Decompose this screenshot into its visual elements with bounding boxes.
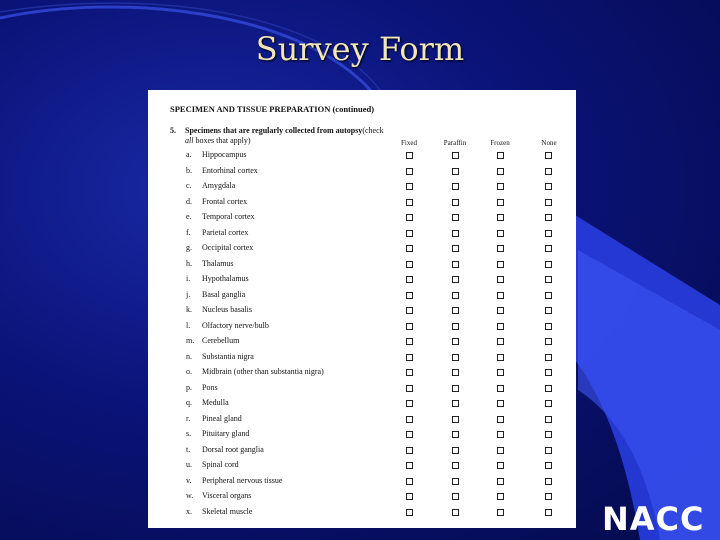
specimen-label: Medulla [202,398,229,407]
checkbox-none[interactable] [545,478,552,485]
specimen-row [148,429,576,444]
row-letter: c. [186,181,192,190]
checkbox-fixed[interactable] [406,214,413,221]
specimen-row [148,445,576,460]
checkbox-paraffin[interactable] [452,369,459,376]
checkbox-frozen[interactable] [497,385,504,392]
checkbox-fixed[interactable] [406,307,413,314]
checkbox-paraffin[interactable] [452,261,459,268]
checkbox-paraffin[interactable] [452,152,459,159]
checkbox-fixed[interactable] [406,261,413,268]
row-letter: s. [186,429,192,438]
specimen-row [148,321,576,336]
specimen-label: Visceral organs [202,491,252,500]
checkbox-paraffin[interactable] [452,276,459,283]
checkbox-paraffin[interactable] [452,385,459,392]
specimen-label: Parietal cortex [202,227,249,237]
row-letter: g. [186,243,192,252]
specimen-label: Frontal cortex [202,196,248,206]
checkbox-fixed[interactable] [406,416,413,423]
specimen-label: Cerebellum [202,336,240,345]
checkbox-paraffin[interactable] [452,230,459,237]
checkbox-none[interactable] [545,292,552,299]
row-letter: a. [186,150,192,159]
checkbox-none[interactable] [545,230,552,237]
slide-title: Survey Form [255,30,465,68]
checkbox-frozen[interactable] [497,276,504,283]
checkbox-fixed[interactable] [406,385,413,392]
checkbox-paraffin[interactable] [452,493,459,500]
checkbox-fixed[interactable] [406,462,413,469]
specimen-row [148,150,576,165]
specimen-label: Hippocampus [202,150,247,159]
checkbox-none[interactable] [545,431,552,438]
specimen-row [148,290,576,305]
checkbox-none[interactable] [545,369,552,376]
checkbox-none[interactable] [545,416,552,423]
specimen-label: Pineal gland [202,413,242,423]
checkbox-frozen[interactable] [497,354,504,361]
row-letter: v. [186,475,192,485]
checkbox-frozen[interactable] [497,214,504,221]
checkbox-none[interactable] [545,214,552,221]
checkbox-none[interactable] [545,152,552,159]
column-header-frozen: Frozen [490,139,510,147]
checkbox-frozen[interactable] [497,493,504,500]
specimen-row [148,212,576,227]
checkbox-frozen[interactable] [497,199,504,206]
checkbox-frozen[interactable] [497,168,504,175]
specimen-row [148,181,576,196]
specimen-row [148,243,576,258]
row-letter: k. [186,305,192,314]
row-letter: d. [186,196,192,206]
row-letter: f. [186,227,191,237]
checkbox-fixed[interactable] [406,509,413,516]
specimen-row [148,476,576,491]
checkbox-frozen[interactable] [497,323,504,330]
checkbox-fixed[interactable] [406,230,413,237]
checkbox-frozen[interactable] [497,369,504,376]
checkbox-frozen[interactable] [497,338,504,345]
checkbox-none[interactable] [545,183,552,190]
checkbox-paraffin[interactable] [452,447,459,454]
checkbox-frozen[interactable] [497,509,504,516]
checkbox-frozen[interactable] [497,245,504,252]
specimen-row [148,414,576,429]
checkbox-frozen[interactable] [497,416,504,423]
specimen-row [148,460,576,475]
specimen-label: Entorhinal cortex [202,165,258,175]
checkbox-paraffin[interactable] [452,462,459,469]
checkbox-paraffin[interactable] [452,509,459,516]
question-hint-emphasis: all [185,136,194,145]
checkbox-fixed[interactable] [406,245,413,252]
checkbox-fixed[interactable] [406,447,413,454]
row-letter: q. [186,398,192,407]
specimen-label: Skeletal muscle [202,506,253,516]
checkbox-fixed[interactable] [406,354,413,361]
question-hint-suffix: boxes that apply) [193,136,251,145]
checkbox-none[interactable] [545,261,552,268]
row-letter: i. [186,274,191,283]
specimen-row [148,305,576,320]
checkbox-fixed[interactable] [406,183,413,190]
checkbox-paraffin[interactable] [452,323,459,330]
checkbox-paraffin[interactable] [452,292,459,299]
form-heading: SPECIMEN AND TISSUE PREPARATION (continued) [170,104,375,114]
specimen-label: Temporal cortex [202,212,255,221]
row-letter: p. [186,382,192,392]
checkbox-paraffin[interactable] [452,214,459,221]
column-header-fixed: Fixed [401,139,417,147]
checkbox-fixed[interactable] [406,152,413,159]
checkbox-fixed[interactable] [406,493,413,500]
specimen-label: Thalamus [202,258,234,268]
specimen-label: Substantia nigra [202,351,254,361]
checkbox-frozen[interactable] [497,183,504,190]
checkbox-none[interactable] [545,447,552,454]
checkbox-paraffin[interactable] [452,338,459,345]
specimen-label: Pituitary gland [202,429,250,438]
row-letter: j. [186,289,191,299]
checkbox-none[interactable] [545,338,552,345]
checkbox-frozen[interactable] [497,152,504,159]
specimen-label: Peripheral nervous tissue [202,475,283,485]
checkbox-frozen[interactable] [497,400,504,407]
specimen-label: Hypothalamus [202,274,249,283]
checkbox-fixed[interactable] [406,338,413,345]
checkbox-fixed[interactable] [406,478,413,485]
column-header-none: None [541,139,557,147]
checkbox-paraffin[interactable] [452,183,459,190]
row-letter: n. [186,351,192,361]
specimen-label: Basal ganglia [202,289,246,299]
question-number: 5. [170,126,176,135]
specimen-row [148,166,576,181]
specimen-label: Olfactory nerve/bulb [202,320,269,330]
checkbox-paraffin[interactable] [452,199,459,206]
checkbox-frozen[interactable] [497,261,504,268]
specimen-row [148,383,576,398]
specimen-row [148,398,576,413]
row-letter: w. [186,491,194,500]
checkbox-none[interactable] [545,199,552,206]
checkbox-none[interactable] [545,168,552,175]
row-letter: x. [186,506,192,516]
row-letter: b. [186,165,192,175]
specimen-label: Pons [202,382,218,392]
row-letter: t. [186,444,191,454]
checkbox-paraffin[interactable] [452,478,459,485]
specimen-row [148,507,576,522]
checkbox-fixed[interactable] [406,199,413,206]
specimen-label: Amygdala [202,181,236,190]
checkbox-frozen[interactable] [497,307,504,314]
checkbox-frozen[interactable] [497,230,504,237]
row-letter: l. [186,320,191,330]
checkbox-none[interactable] [545,385,552,392]
checkbox-none[interactable] [545,400,552,407]
checkbox-frozen[interactable] [497,462,504,469]
specimen-label: Midbrain (other than substantia nigra) [202,367,324,376]
checkbox-paraffin[interactable] [452,245,459,252]
question-prompt: Specimens that are regularly collected from autopsy [185,126,363,135]
checkbox-paraffin[interactable] [452,416,459,423]
checkbox-paraffin[interactable] [452,307,459,314]
row-letter: r. [186,413,191,423]
checkbox-paraffin[interactable] [452,400,459,407]
checkbox-frozen[interactable] [497,292,504,299]
specimen-row [148,336,576,351]
checkbox-frozen[interactable] [497,431,504,438]
question-hint-prefix: (check [362,126,384,135]
survey-form [148,90,576,528]
checkbox-fixed[interactable] [406,323,413,330]
checkbox-none[interactable] [545,245,552,252]
checkbox-none[interactable] [545,462,552,469]
row-letter: o. [186,367,192,376]
checkbox-none[interactable] [545,307,552,314]
checkbox-paraffin[interactable] [452,354,459,361]
specimen-row [148,228,576,243]
checkbox-fixed[interactable] [406,369,413,376]
nacc-logo: NACC [602,500,705,538]
checkbox-paraffin[interactable] [452,431,459,438]
checkbox-fixed[interactable] [406,276,413,283]
checkbox-none[interactable] [545,493,552,500]
column-header-paraffin: Paraffin [443,139,467,147]
row-letter: h. [186,258,192,268]
question-text [185,126,385,146]
checkbox-none[interactable] [545,509,552,516]
row-letter: e. [186,212,192,221]
checkbox-fixed[interactable] [406,431,413,438]
specimen-label: Occipital cortex [202,243,254,252]
checkbox-none[interactable] [545,323,552,330]
specimen-row [148,197,576,212]
specimen-row [148,491,576,506]
specimen-row [148,274,576,289]
specimen-label: Spinal cord [202,460,239,469]
specimen-row [148,352,576,367]
checkbox-none[interactable] [545,276,552,283]
checkbox-fixed[interactable] [406,168,413,175]
row-letter: m. [186,336,195,345]
checkbox-none[interactable] [545,354,552,361]
row-letter: u. [186,460,192,469]
specimen-label: Dorsal root ganglia [202,444,264,454]
specimen-label: Nucleus basalis [202,305,252,314]
checkbox-frozen[interactable] [497,478,504,485]
checkbox-frozen[interactable] [497,447,504,454]
checkbox-fixed[interactable] [406,400,413,407]
checkbox-paraffin[interactable] [452,168,459,175]
specimen-row [148,367,576,382]
specimen-row [148,259,576,274]
checkbox-fixed[interactable] [406,292,413,299]
